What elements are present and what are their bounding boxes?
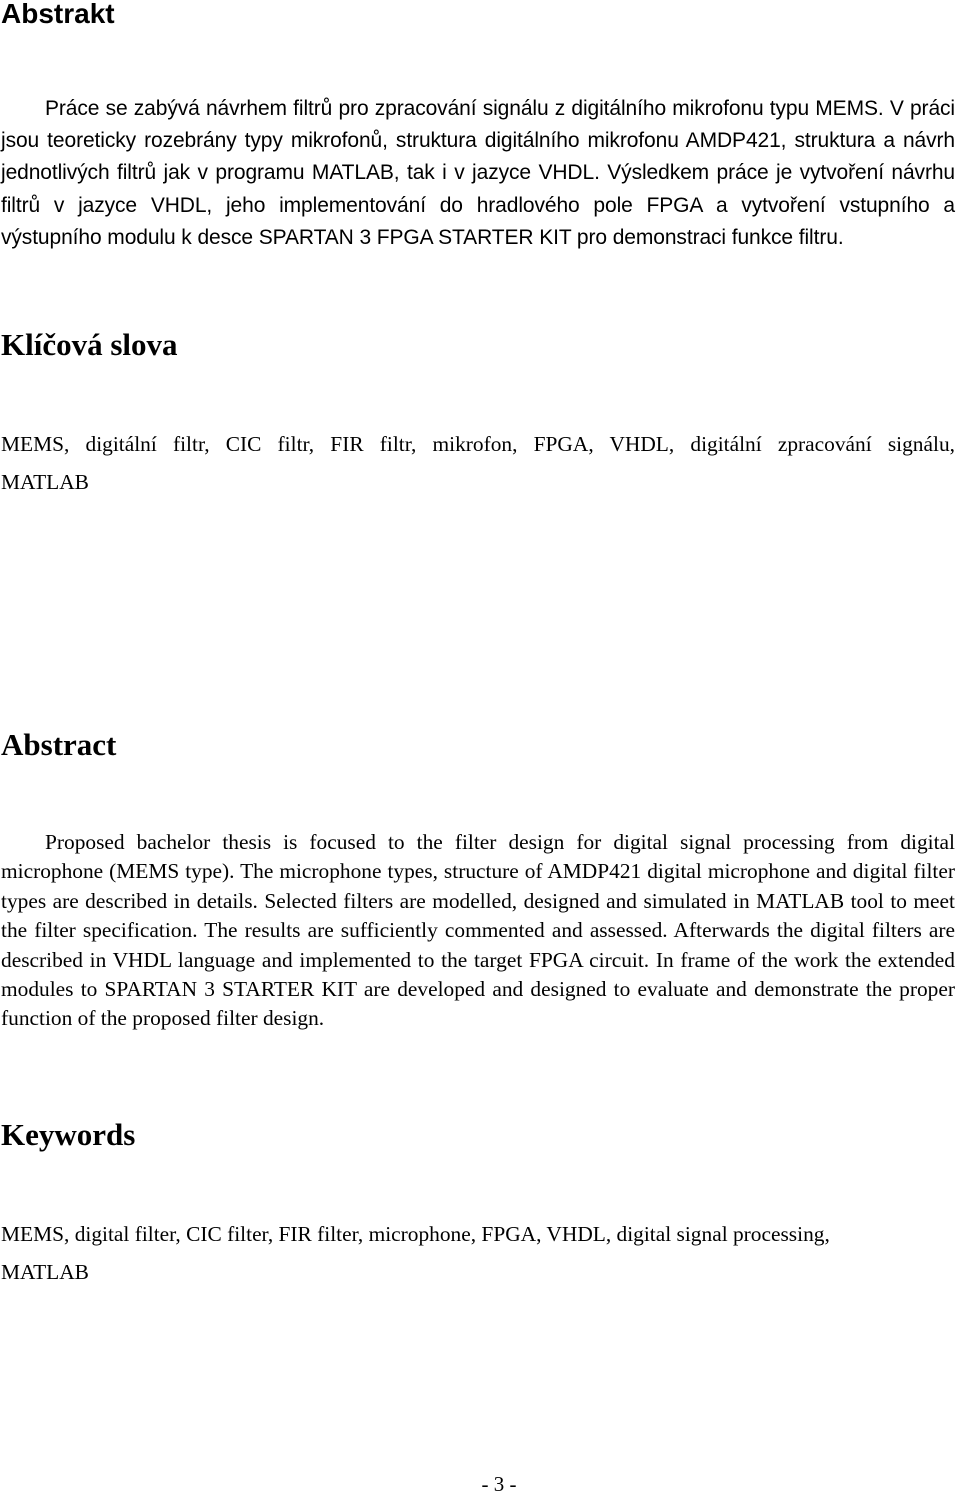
heading-abstrakt: Abstrakt: [1, 0, 115, 29]
heading-abstract: Abstract: [1, 727, 117, 762]
heading-klicova-slova: Klíčová slova: [1, 327, 178, 362]
page-number: - 3 -: [481, 1472, 517, 1496]
abstrakt-paragraph: Práce se zabývá návrhem filtrů pro zpracování signálu z digitálního mikrofonu typu MEMS. V práci jsou teoreticky rozebrány typy mikrofonů, struktura digitálního mikrofonu AMDP421, struktura a návrh jednotlivých filtrů jak v programu MATLAB, tak i v jazyce VHDL. Výsledkem práce je vytvoření návrhu filtrů v jazyce VHDL, jeho implementování do hradlového pole FPGA a vytvoření vstupního a výstupního modulu k desce SPARTAN 3 FPGA STARTER KIT pro demonstraci funkce filtru.: [1, 97, 955, 249]
abstract-paragraph: Proposed bachelor thesis is focused to the filter design for digital signal processing from digital microphone (MEMS type). The microphone types, structure of AMDP421 digital microphone and digital filter types are described in details. Selected filters are modelled, designed and simulated in MATLAB tool to meet the filter specification. The results are sufficiently commented and assessed. Afterwards the digital filters are described in VHDL language and implemented to the target FPGA circuit. In frame of the work the extended modules to SPARTAN 3 STARTER KIT are developed and designed to evaluate and demonstrate the proper function of the proposed filter design.: [1, 830, 955, 1031]
heading-keywords: Keywords: [1, 1117, 136, 1152]
keywords-text: MEMS, digital filter, CIC filter, FIR filter, microphone, FPGA, VHDL, digital signal processing, MATLAB: [1, 1222, 830, 1284]
klicova-slova-text: MEMS, digitální filtr, CIC filtr, FIR filtr, mikrofon, FPGA, VHDL, digitální zpracování signálu, MATLAB: [1, 432, 955, 494]
